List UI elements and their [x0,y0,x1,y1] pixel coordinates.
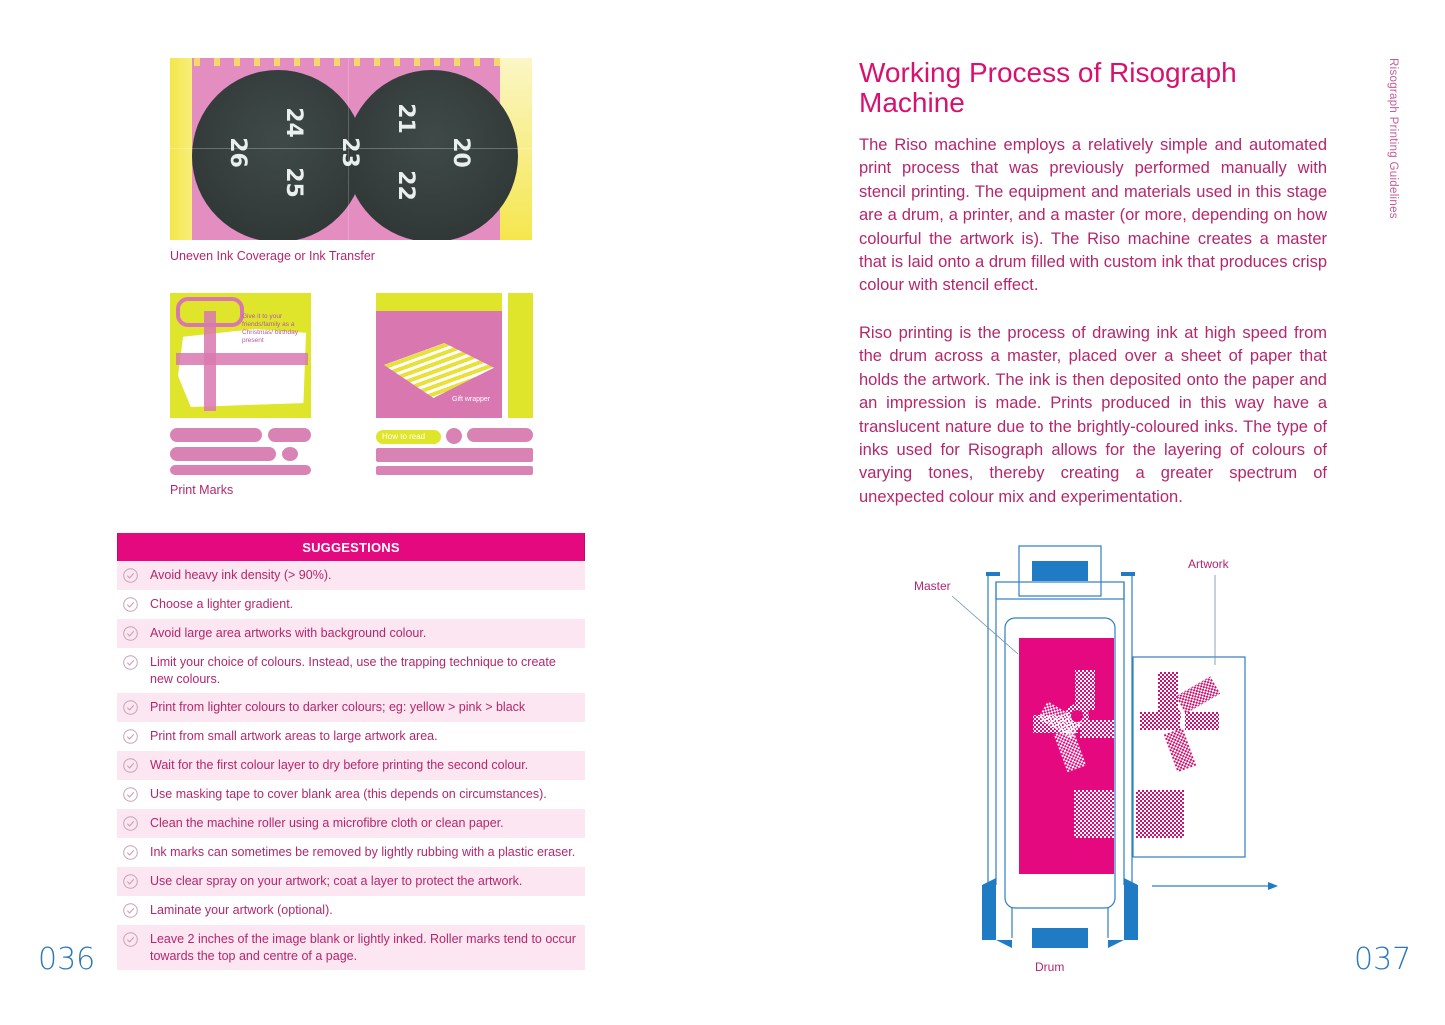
number-label: 24 [280,107,306,138]
suggestions-table [117,533,585,970]
page-number-right: 037 [1354,942,1412,977]
suggestions-list [117,561,585,970]
suggestion-text: Clean the machine roller using a microfibre cloth or clean paper. [150,816,504,830]
check-circle-icon [123,626,140,641]
check-circle-icon [123,729,140,744]
suggestion-row [117,838,585,867]
print-marks-image-left [170,293,311,475]
suggestion-text: Use clear spray on your artwork; coat a layer to protect the artwork. [150,874,523,888]
running-head: Risograph Printing Guidelines [1387,58,1399,219]
number-label: 25 [280,167,306,198]
figure-caption: Uneven Ink Coverage or Ink Transfer [170,249,375,263]
print-mark-strip [170,428,262,442]
suggestion-text: Print from small artwork areas to large artwork area. [150,729,438,743]
check-circle-icon [123,932,140,947]
suggestion-text: Use masking tape to cover blank area (this depends on circumstances). [150,787,547,801]
print-mark-dot [282,447,298,461]
check-circle-icon [123,816,140,831]
suggestion-row [117,896,585,925]
check-circle-icon [123,758,140,773]
body-paragraph: The Riso machine employs a relatively simple and automated print process that was previously performed manually with stencil printing. The equipment and materials used in this stage are a drum, a printer, and a master (or more, depending on how colourful the artwork is). The Riso machine creates a master that is laid onto a drum filled with custom ink that produces crisp colour with stencil effect. [859,136,1327,295]
check-circle-icon [123,903,140,918]
suggestion-text: Leave 2 inches of the image blank or lightly inked. Roller marks tend to occur towards the top and centre of a page. [150,932,576,963]
print-mark-strip [376,448,533,462]
check-circle-icon [123,874,140,889]
figure-caption: Print Marks [170,483,234,497]
scallop-edge [194,58,500,66]
suggestion-row [117,867,585,896]
page-gutter [502,293,508,418]
number-label: 23 [336,137,362,168]
ribbon-horizontal [176,353,308,365]
suggestion-row [117,619,585,648]
number-label: 26 [224,137,250,168]
check-circle-icon [123,700,140,715]
suggestion-text: Limit your choice of colours. Instead, use the trapping technique to create new colours. [150,655,556,686]
print-mark-dot [446,428,462,444]
suggestions-header: SUGGESTIONS [117,533,585,561]
suggestion-text: Ink marks can sometimes be removed by lightly rubbing with a plastic eraser. [150,845,576,859]
print-mark-strip [170,465,311,475]
suggestion-row [117,925,585,970]
print-marks-image-right [376,293,533,475]
suggestion-row [117,693,585,722]
suggestion-text: Choose a lighter gradient. [150,597,294,611]
print-mark-strip [467,428,533,442]
suggestion-row [117,561,585,590]
print-mark-strip [170,447,276,461]
suggestion-text: Avoid heavy ink density (> 90%). [150,568,332,582]
suggestion-row [117,780,585,809]
suggestion-row [117,648,585,693]
how-to-read-pill: How to read [376,430,441,444]
suggestion-text: Wait for the first colour layer to dry before printing the second colour. [150,758,529,772]
print-mark-strip [268,428,311,442]
suggestion-row [117,722,585,751]
suggestion-text: Avoid large area artworks with background colour. [150,626,427,640]
print-mark-strip [376,466,533,475]
number-label: 20 [447,137,473,168]
suggestion-row [117,809,585,838]
risograph-diagram [900,540,1300,980]
diagram-label-artwork: Artwork [1188,557,1229,571]
gift-text: Give it to your friends/family as a Christmas/ birthday present [242,313,298,344]
number-label: 22 [392,170,418,201]
uneven-ink-coverage-image [170,58,532,240]
section-title: Working Process of Risograph Machine [859,57,1237,118]
drum-machine-illustration [900,540,1300,980]
dark-ink-circle [346,70,518,240]
suggestion-text: Laminate your artwork (optional). [150,903,333,917]
ribbon-bow [176,297,244,327]
suggestion-text: Print from lighter colours to darker colours; eg: yellow > pink > black [150,700,526,714]
number-label: 21 [392,103,418,134]
check-circle-icon [123,568,140,583]
body-paragraph: Riso printing is the process of drawing ink at high speed from the drum across a master, placed over a sheet of paper that holds the artwork. The ink is then deposited onto the paper and an impression is made. Prints produced in this way have a translucent nature due to the brightly-coloured inks. The type of inks used for Risograph allows for the layering of colours of varying tones, thereby creating a greater spectrum of unexpected colour mix and experimentation. [859,324,1327,506]
check-circle-icon [123,597,140,612]
page-number-left: 036 [38,942,96,977]
diagram-label-drum: Drum [1035,960,1065,974]
yellow-strip [170,58,192,240]
check-circle-icon [123,655,140,670]
diagram-label-master: Master [914,579,951,593]
check-circle-icon [123,787,140,802]
gift-wrapper-text: Gift wrapper [452,396,491,403]
check-circle-icon [123,845,140,860]
suggestion-row [117,590,585,619]
suggestion-row [117,751,585,780]
